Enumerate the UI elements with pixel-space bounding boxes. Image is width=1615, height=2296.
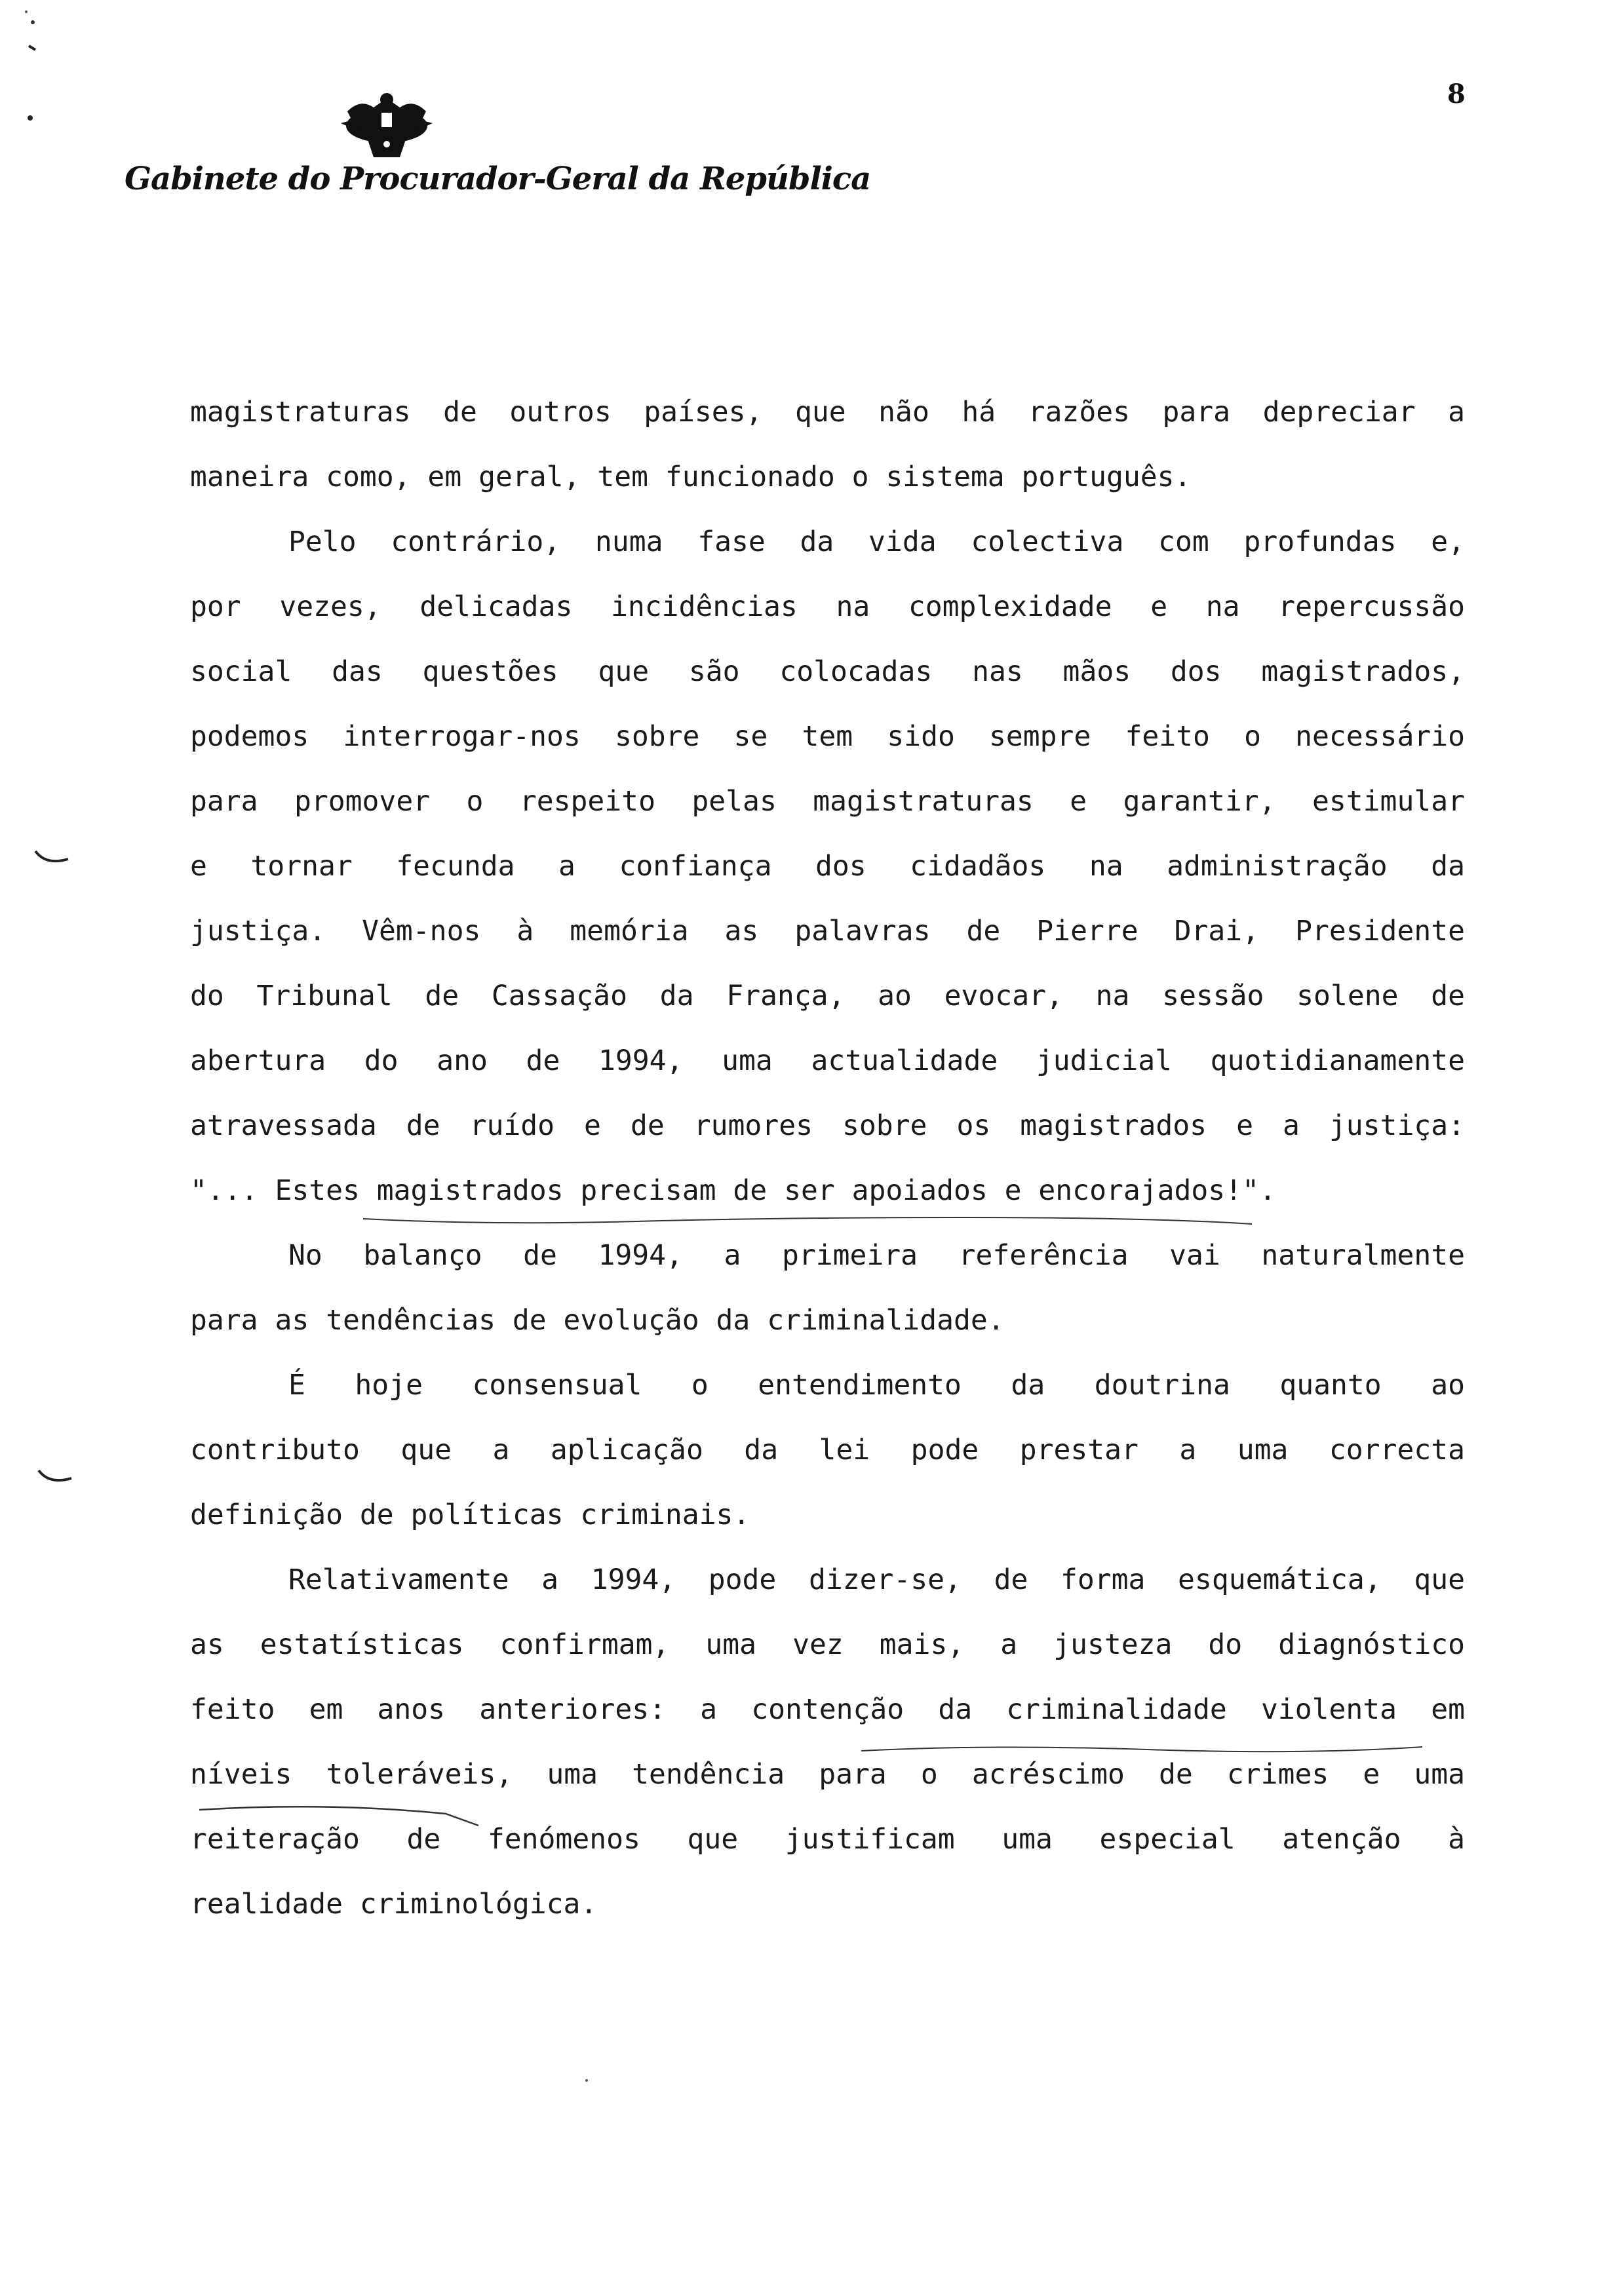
text-line: No balanço de 1994, a primeira referência vai naturalmente [288, 1239, 1465, 1272]
text-line: magistraturas de outros países, que não há razões para depreciar a [190, 396, 1465, 429]
text-line: "... Estes magistrados precisam de ser apoiados e encorajados!". [190, 1174, 1276, 1207]
text-line: abertura do ano de 1994, uma actualidade judicial quotidianamente [190, 1044, 1465, 1077]
text-line: É hoje consensual o entendimento da doutrina quanto ao [288, 1369, 1465, 1402]
text-line: níveis toleráveis, uma tendência para o acréscimo de crimes e uma [190, 1758, 1465, 1791]
text-line: realidade criminológica. [190, 1888, 598, 1921]
text-line: do Tribunal de Cassação da França, ao evocar, na sessão solene de [190, 980, 1465, 1012]
page-number: 8 [1447, 79, 1466, 109]
text-line: as estatísticas confirmam, uma vez mais, a justeza do diagnóstico [190, 1628, 1465, 1661]
text-line: e tornar fecunda a confiança dos cidadãos na administração da [190, 850, 1465, 883]
scan-marks [20, 7, 46, 138]
coat-of-arms-icon [334, 85, 439, 164]
text-line: atravessada de ruído e de rumores sobre os magistrados e a justiça: [190, 1109, 1465, 1142]
text-line: justiça. Vêm-nos à memória as palavras de Pierre Drai, Presidente [190, 915, 1465, 947]
text-line: por vezes, delicadas incidências na complexidade e na repercussão [190, 590, 1465, 623]
text-line: contributo que a aplicação da lei pode prestar a uma correcta [190, 1434, 1465, 1466]
letterhead-title: Gabinete do Procurador-Geral da República [125, 161, 871, 197]
margin-check-mark [33, 849, 72, 868]
text-line: social das questões que são colocadas nas mãos dos magistrados, [190, 655, 1465, 688]
margin-check-mark [36, 1468, 75, 1487]
text-line: definição de políticas criminais. [190, 1499, 750, 1531]
text-line: feito em anos anteriores: a contenção da criminalidade violenta em [190, 1693, 1465, 1726]
text-line: Relativamente a 1994, pode dizer-se, de forma esquemática, que [288, 1563, 1465, 1596]
text-line: Pelo contrário, numa fase da vida colectiva com profundas e, [288, 526, 1465, 558]
body-text [190, 380, 1465, 1937]
text-line: podemos interrogar-nos sobre se tem sido sempre feito o necessário [190, 720, 1465, 753]
text-line: reiteração de fenómenos que justificam uma especial atenção à [190, 1823, 1465, 1856]
text-line: para as tendências de evolução da criminalidade. [190, 1304, 1005, 1337]
text-line: para promover o respeito pelas magistraturas e garantir, estimular [190, 785, 1465, 818]
scan-dot [583, 2077, 590, 2084]
text-line: maneira como, em geral, tem funcionado o sistema português. [190, 461, 1192, 493]
